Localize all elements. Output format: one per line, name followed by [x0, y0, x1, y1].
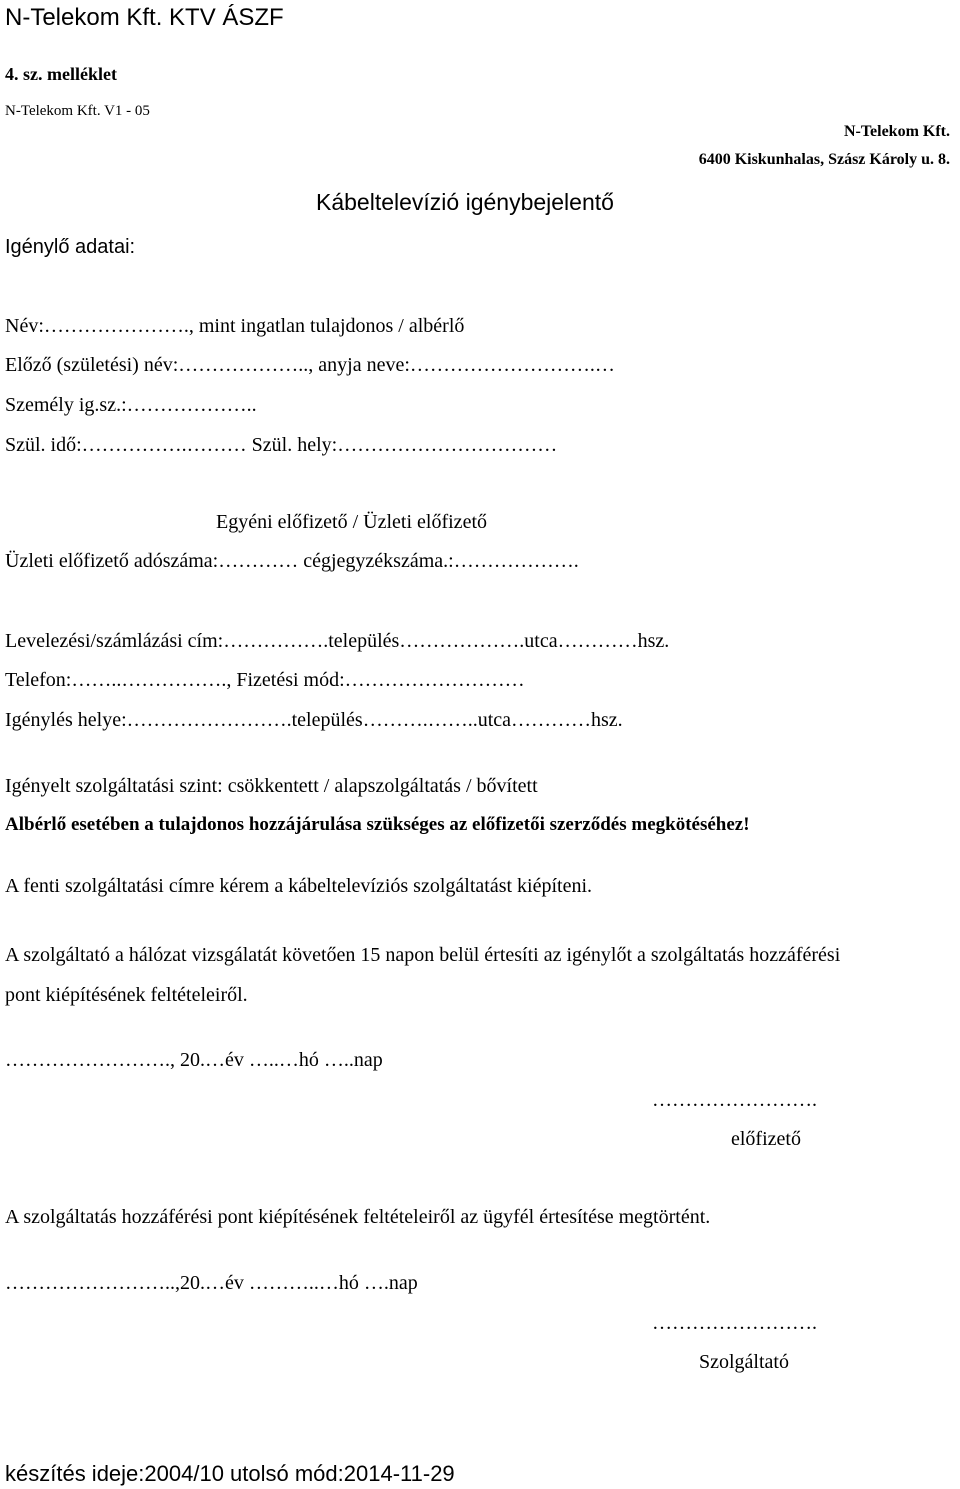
provider-date-line: ……………………..,20.…év ………..…hó ….nap	[5, 1272, 418, 1294]
name-field-line: Név:…………………., mint ingatlan tulajdonos / albérlő	[5, 315, 465, 337]
id-card-field-line: Személy ig.sz.:………………..	[5, 394, 257, 416]
subscriber-type-line: Egyéni előfizető / Üzleti előfizető	[216, 511, 487, 533]
mailing-address-field-line: Levelezési/számlázási cím:…………….település……………….utca…………hsz.	[5, 630, 670, 652]
footer-dates: készítés ideje:2004/10 utolsó mód:2014-11-29	[5, 1461, 455, 1486]
annex-label: 4. sz. melléklet	[5, 64, 117, 84]
subscriber-date-line: ……………………., 20.…év …..…hó …..nap	[5, 1049, 383, 1071]
page-header-title: N-Telekom Kft. KTV ÁSZF	[5, 4, 284, 31]
form-title: Kábeltelevízió igénybejelentő	[316, 189, 614, 215]
company-address: 6400 Kiskunhalas, Szász Károly u. 8.	[698, 151, 950, 168]
company-name: N-Telekom Kft.	[843, 123, 950, 140]
subscriber-signature-label: előfizető	[731, 1128, 801, 1150]
birth-field-line: Szül. idő:…………….……… Szül. hely:……………………………	[5, 434, 558, 456]
owner-consent-warning: Albérlő esetében a tulajdonos hozzájárulása szükséges az előfizetői szerződés megkötéséhez!	[5, 814, 750, 835]
previous-name-field-line: Előző (születési) név:……………….., anyja neve:……………………….…	[5, 354, 615, 376]
version-label: N-Telekom Kft. V1 - 05	[5, 103, 150, 119]
tax-number-field-line: Üzleti előfizető adószáma:………… cégjegyzékszáma.:……………….	[5, 550, 579, 572]
inform-text-line-1: A szolgáltató a hálózat vizsgálatát követően 15 napon belül értesíti az igénylőt a szolgáltatás hozzáférési	[5, 944, 841, 966]
provider-signature-line: …………………….	[652, 1312, 817, 1334]
completion-text: A szolgáltatás hozzáférési pont kiépítésének feltételeiről az ügyfél értesítése megtörtént.	[5, 1206, 711, 1228]
request-text: A fenti szolgáltatási címre kérem a kábeltelevíziós szolgáltatást kiépíteni.	[5, 875, 593, 897]
service-level-line: Igényelt szolgáltatási szint: csökkentett / alapszolgáltatás / bővített	[5, 775, 538, 797]
inform-text-line-2: pont kiépítésének feltételeiről.	[5, 984, 248, 1006]
phone-field-line: Telefon:……..……………., Fizetési mód:………………………	[5, 669, 525, 691]
provider-signature-label: Szolgáltató	[699, 1351, 789, 1373]
subscriber-signature-line: …………………….	[652, 1089, 817, 1111]
applicant-heading: Igénylő adatai:	[5, 236, 136, 258]
install-place-field-line: Igénylés helye:…………………….település……….……..utca…………hsz.	[5, 709, 623, 731]
